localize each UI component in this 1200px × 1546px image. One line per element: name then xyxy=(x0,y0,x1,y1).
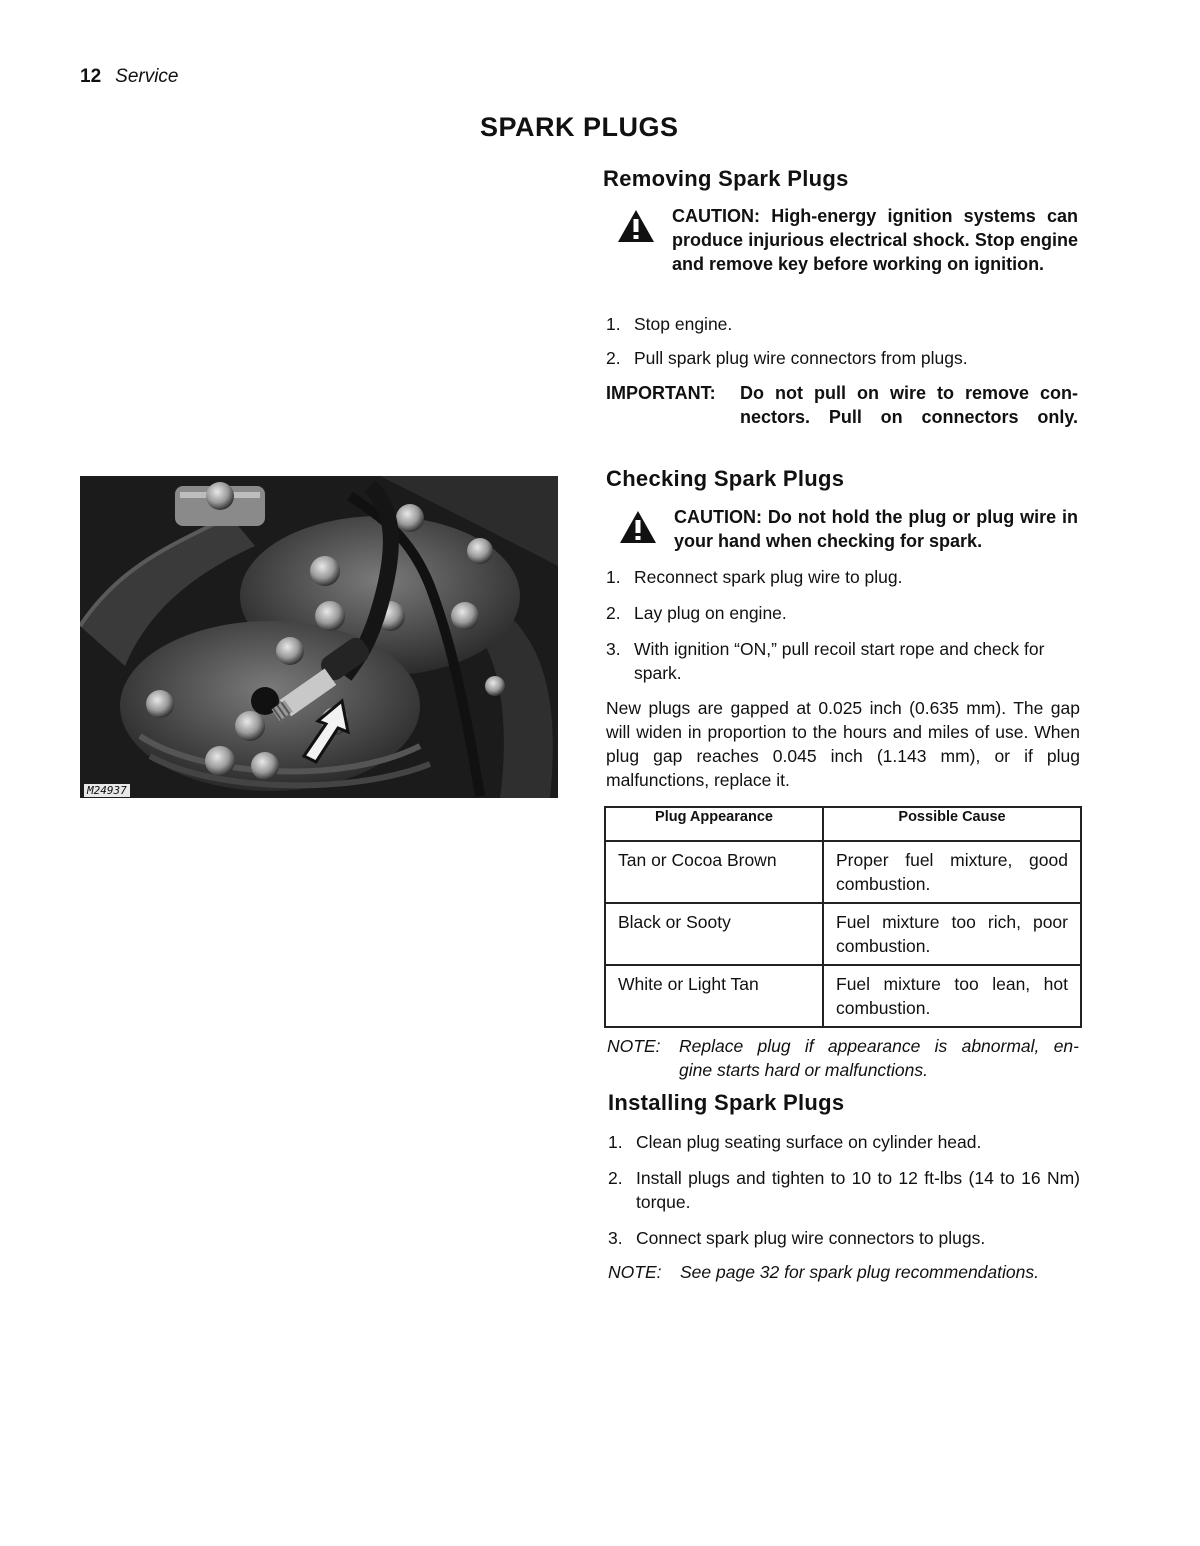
list-item xyxy=(608,1226,1080,1250)
step-number: 2. xyxy=(606,603,621,623)
note-line-1: Replace plug if appearance is abnormal, en- xyxy=(679,1036,1079,1056)
step-number: 2. xyxy=(608,1168,623,1188)
table-cell: Fuel mixture too rich, poor combustion. xyxy=(823,903,1081,965)
list-item xyxy=(608,1130,1080,1154)
list-item xyxy=(608,1166,1080,1214)
note-label: NOTE: xyxy=(608,1262,662,1282)
note-text: See page 32 for spark plug recommendations. xyxy=(680,1262,1039,1282)
list-item xyxy=(606,346,1078,370)
warning-triangle-icon xyxy=(616,208,656,244)
list-item xyxy=(606,637,1080,685)
removing-caution xyxy=(616,204,1078,276)
warning-triangle-icon xyxy=(618,509,658,545)
step-text: With ignition “ON,” pull recoil start rope and check for spark. xyxy=(634,639,1045,683)
step-text: Lay plug on engine. xyxy=(634,603,787,623)
photo-label: M24937 xyxy=(84,784,130,797)
table-cell: Fuel mixture too lean, hot combustion. xyxy=(823,965,1081,1027)
table-header-row xyxy=(605,807,1081,841)
important-notice xyxy=(606,381,1078,429)
removing-heading: Removing Spark Plugs xyxy=(603,166,849,191)
step-number: 3. xyxy=(608,1228,623,1248)
list-item xyxy=(606,601,1080,625)
checking-heading: Checking Spark Plugs xyxy=(606,466,845,491)
plug-appearance-table xyxy=(604,806,1082,1028)
list-item xyxy=(606,312,1078,336)
removing-steps xyxy=(606,312,1078,370)
table-row xyxy=(605,903,1081,965)
table-row xyxy=(605,965,1081,1027)
section-name: Service xyxy=(115,66,179,87)
note-label: NOTE: xyxy=(607,1036,661,1056)
step-text: Pull spark plug wire connectors from plugs. xyxy=(634,348,968,368)
table-cell: Proper fuel mixture, good combustion. xyxy=(823,841,1081,903)
appearance-note xyxy=(607,1034,1079,1082)
column-header: Possible Cause xyxy=(823,807,1081,841)
column-header: Plug Appearance xyxy=(605,807,823,841)
table-cell: Black or Sooty xyxy=(605,903,823,965)
installing-heading: Installing Spark Plugs xyxy=(608,1090,845,1115)
step-text: Reconnect spark plug wire to plug. xyxy=(634,567,903,587)
important-label: IMPORTANT: xyxy=(606,383,716,403)
checking-caution xyxy=(618,505,1078,553)
step-number: 2. xyxy=(606,348,621,368)
removing-caution-text: CAUTION: High-energy ignition systems can produce injurious electrical shock. Stop engine and remove key before working on ignition. xyxy=(672,206,1078,274)
list-item xyxy=(606,565,1080,589)
step-text: Install plugs and tighten to 10 to 12 ft-lbs (14 to 16 Nm) torque. xyxy=(636,1168,1080,1212)
note-line-2: gine starts hard or malfunctions. xyxy=(679,1060,929,1080)
step-number: 1. xyxy=(606,314,621,334)
engine-photo-illustration xyxy=(80,476,558,798)
checking-caution-text: CAUTION: Do not hold the plug or plug wire in your hand when checking for spark. xyxy=(674,507,1078,551)
table-row xyxy=(605,841,1081,903)
important-line-1: Do not pull on wire to remove con- xyxy=(740,383,1078,403)
gap-paragraph: New plugs are gapped at 0.025 inch (0.635 mm). The gap will widen in proportion to the hours and miles of use. When plug gap reaches 0.045 inch (1.143 mm), or if plug malfunctions, replace it. xyxy=(606,698,1080,790)
step-number: 3. xyxy=(606,639,621,659)
table-cell: Tan or Cocoa Brown xyxy=(605,841,823,903)
step-number: 1. xyxy=(606,567,621,587)
page-title: SPARK PLUGS xyxy=(480,112,679,142)
step-text: Connect spark plug wire connectors to plugs. xyxy=(636,1228,986,1248)
important-line-2: nectors. Pull on connectors only. xyxy=(740,407,1078,427)
page-number: 12 xyxy=(80,66,102,87)
recommendation-note xyxy=(608,1260,1082,1284)
step-text: Stop engine. xyxy=(634,314,733,334)
engine-photo xyxy=(80,476,558,798)
page-header xyxy=(80,66,179,88)
table-cell: White or Light Tan xyxy=(605,965,823,1027)
checking-steps xyxy=(606,565,1080,685)
step-text: Clean plug seating surface on cylinder head. xyxy=(636,1132,982,1152)
step-number: 1. xyxy=(608,1132,623,1152)
installing-steps xyxy=(608,1130,1080,1250)
